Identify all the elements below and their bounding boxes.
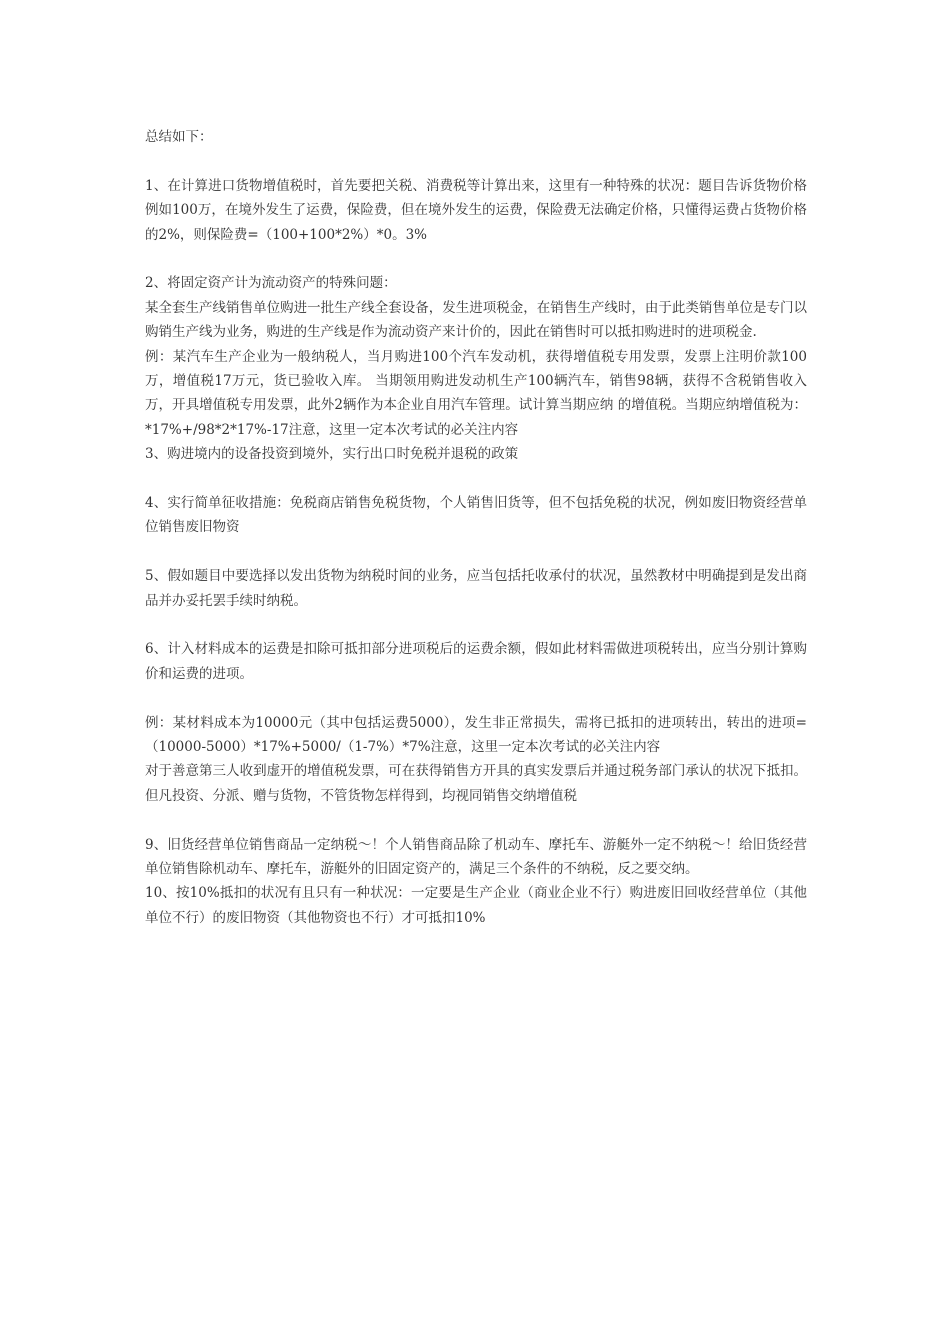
spacer [145, 808, 807, 832]
paragraph-2-body: 某全套生产线销售单位购进一批生产线全套设备，发生进项税金，在销售生产线时，由于此类销售单位是专门以购销生产线为业务，购进的生产线是作为流动资产来计价的，因此在销售时可以抵扣购进时的进项税金. [145, 299, 807, 341]
paragraph-1: 1、在计算进口货物增值税时，首先要把关税、消费税等计算出来，这里有一种特殊的状况：题目告诉货物价格例如100万，在境外发生了运费，保险费，但在境外发生的运费，保险费无法确定价格，只懂得运费占货物价格的2%，则保险费=（100+100*2%）*0。3% [145, 177, 807, 243]
spacer [145, 613, 807, 637]
spacer [145, 247, 807, 271]
spacer [145, 540, 807, 564]
summary-heading: 总结如下： [145, 129, 213, 145]
paragraph-2-title: 2、将固定资产计为流动资产的特殊问题： [145, 275, 397, 292]
paragraph-6-example: 例：某材料成本为10000元（其中包括运费5000），发生非正常损失，需将已抵扣的进项转出，转出的进项=（10000-5000）*17%+5000/（1-7%）*7%注意，这里一定本次考试的必关注内容 [145, 714, 807, 756]
paragraph-7: 对于善意第三人收到虚开的增值税发票，可在获得销售方开具的真实发票后并通过税务部门承认的状况下抵扣。但凡投资、分派、赠与货物，不管货物怎样得到，均视同销售交纳增值税 [145, 763, 807, 804]
spacer [145, 149, 807, 173]
paragraph-2-example: 例：某汽车生产企业为一般纳税人，当月购进100个汽车发动机，获得增值税专用发票，发票上注明价款100万，增值税17万元，货已验收入库。 当期领用购进发动机生产100辆汽车，销售98辆，获得不含税销售收入万，开具增值税专用发票，此外2辆作为本企业自用汽车管理。试计算当期应纳 的增值税。当期应纳增值税为：*17%+/98*2*17%-17注意，这里一定本次考试的必关注内容 [145, 348, 807, 438]
document-body [145, 125, 807, 930]
paragraph-9: 9、旧货经营单位销售商品一定纳税～！个人销售商品除了机动车、摩托车、游艇外一定不纳税～！给旧货经营单位销售除机动车、摩托车，游艇外的旧固定资产的，满足三个条件的不纳税，反之要交纳。 [145, 836, 807, 878]
paragraph-3: 3、购进境内的设备投资到境外，实行出口时免税并退税的政策 [145, 446, 519, 463]
spacer [145, 686, 807, 710]
paragraph-4: 4、实行简单征收措施：免税商店销售免税货物，个人销售旧货等，但不包括免税的状况，例如废旧物资经营单位销售废旧物资 [145, 495, 807, 536]
paragraph-6: 6、计入材料成本的运费是扣除可抵扣部分进项税后的运费余额，假如此材料需做进项税转出，应当分别计算购价和运费的进项。 [145, 641, 807, 682]
paragraph-5: 5、假如题目中要选择以发出货物为纳税时间的业务，应当包括托收承付的状况，虽然教材中明确提到是发出商品并办妥托罢手续时纳税。 [145, 568, 807, 609]
spacer [145, 467, 807, 491]
paragraph-10: 10、按10%抵扣的状况有且只有一种状况：一定要是生产企业（商业企业不行）购进废旧回收经营单位（其他单位不行）的废旧物资（其他物资也不行）才可抵扣10% [145, 885, 807, 926]
